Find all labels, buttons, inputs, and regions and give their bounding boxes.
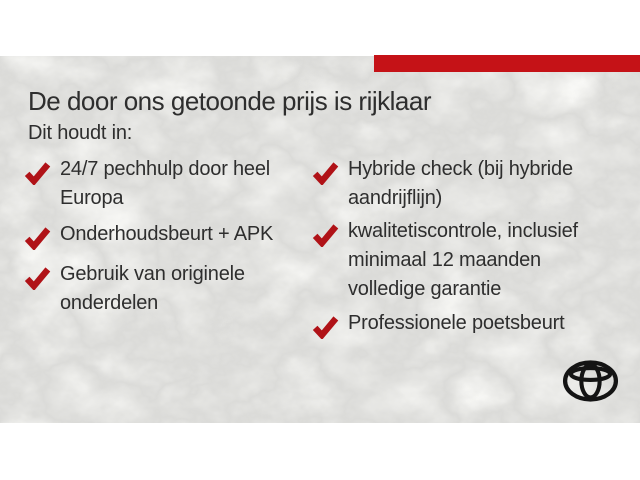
toyota-logo-icon [562, 360, 619, 402]
checkmark-icon [24, 226, 51, 250]
checkmark-icon [312, 223, 339, 247]
subtitle: Dit houdt in: [28, 122, 133, 144]
page-title: De door ons getoonde prijs is rijklaar [28, 86, 431, 116]
benefit-text: Gebruik van originele onderdelen [60, 263, 245, 314]
checkmark-icon [24, 161, 51, 185]
benefit-text: Onderhoudsbeurt + APK [60, 223, 274, 245]
benefit-item [24, 220, 288, 250]
benefit-item [312, 309, 590, 339]
benefit-item [24, 155, 288, 213]
benefit-text: 24/7 pechhulp door heel Europa [60, 158, 271, 209]
benefit-text: Hybride check (bij hybride aandrijflijn) [348, 158, 573, 209]
benefit-text: Professionele poetsbeurt [348, 312, 565, 334]
benefit-text: kwalitetiscontrole, inclusief minimaal 12 maanden volledige garantie [348, 220, 578, 300]
benefit-item [24, 260, 288, 318]
checkmark-icon [312, 161, 339, 185]
accent-bar [374, 55, 640, 72]
checkmark-icon [24, 266, 51, 290]
checkmark-icon [312, 315, 339, 339]
benefit-item [312, 217, 590, 304]
benefit-item [312, 155, 590, 213]
